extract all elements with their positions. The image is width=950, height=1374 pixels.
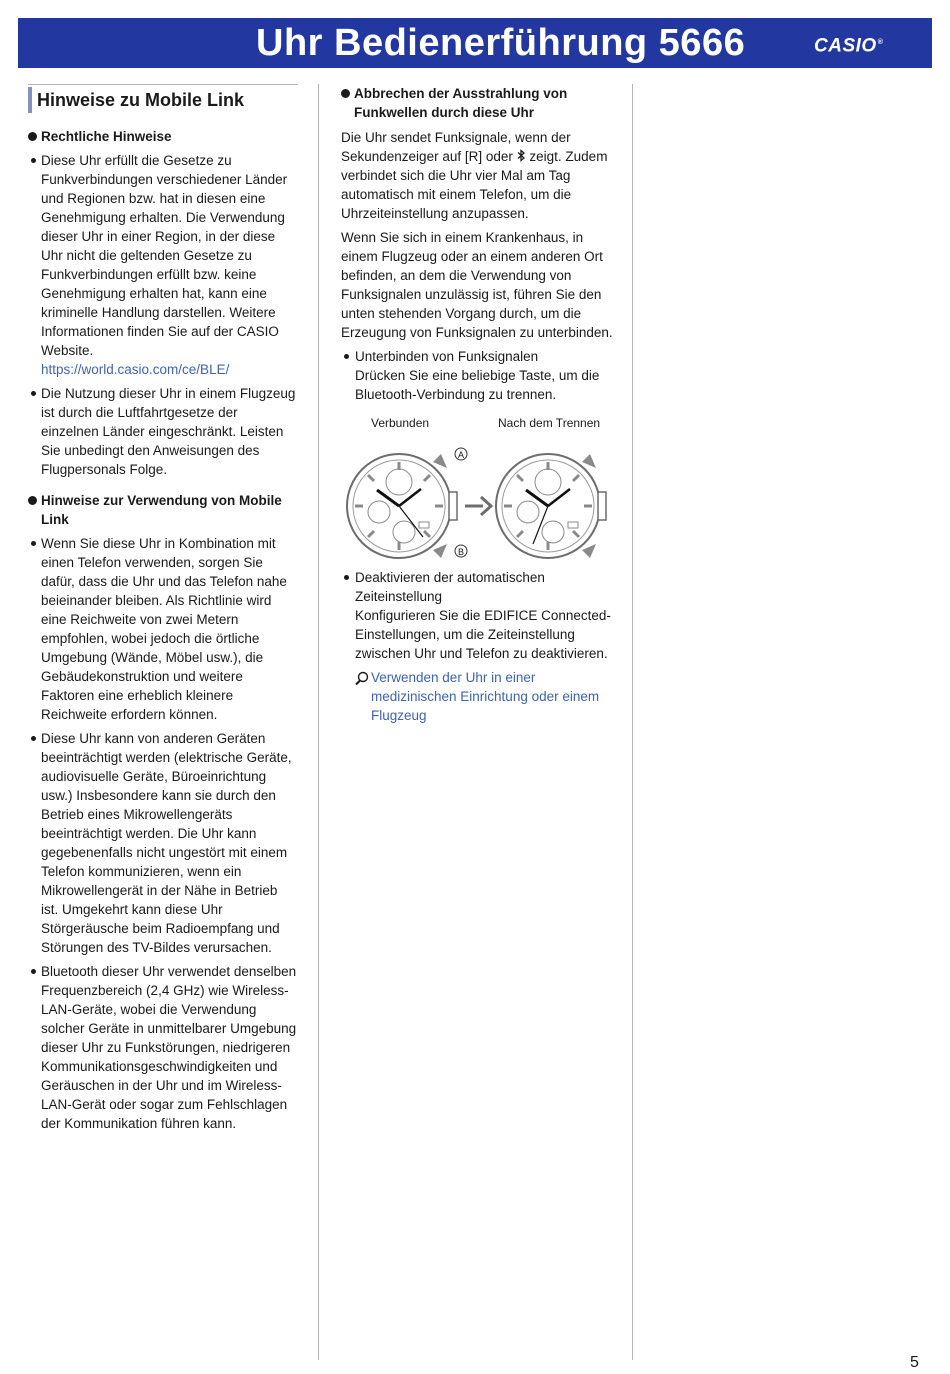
page-title: Uhr Bedienerführung 5666 — [256, 22, 746, 64]
usage-bullet-1 — [28, 534, 298, 724]
usage-bullet-3 — [28, 962, 298, 1133]
bullet-icon — [31, 969, 36, 974]
legal-heading — [28, 127, 298, 146]
usage-bullet-3-text: Bluetooth dieser Uhr verwendet denselben Frequenzbereich (2,4 GHz) wie Wireless-LAN-Geräte, wobei die Verwendung solcher Geräte in unmittelbarer Umgebung dieser Uhr zu Funkstörungen, niedrigeren Kommunikationsgeschwindigkeiten und Geräuschen in der Uhr und im Wireless-LAN-Gerät oder sogar zum Fehlschlagen der Kommunikation führen kann. — [41, 964, 297, 1131]
suppress-signals-item — [341, 347, 613, 404]
legal-bullet-1 — [28, 151, 298, 379]
medical-reference-link[interactable] — [341, 668, 613, 725]
usage-heading — [28, 491, 298, 529]
column-divider-1 — [318, 84, 319, 1360]
bullet-icon — [344, 354, 349, 359]
disable-auto-time-item — [341, 568, 613, 663]
stop-paragraph-1a: Die Uhr sendet Funksignale, wenn der Sekundenzeiger auf [R] oder — [341, 130, 571, 164]
stop-heading-text: Abbrechen der Ausstrahlung von Funkwellen durch diese Uhr — [354, 86, 568, 120]
section-title: Hinweise zu Mobile Link — [28, 84, 298, 115]
casio-ble-link[interactable]: https://world.casio.com/ce/BLE/ — [41, 362, 230, 377]
suppress-signals-text: Drücken Sie eine beliebige Taste, um die Bluetooth-Verbindung zu trennen. — [355, 368, 600, 402]
usage-bullet-2 — [28, 729, 298, 957]
page-number: 5 — [910, 1354, 919, 1371]
column-divider-2 — [632, 84, 633, 1360]
figure-label-disconnected: Nach dem Trennen — [498, 416, 601, 430]
bullet-icon — [31, 736, 36, 741]
heading-bullet-icon — [28, 496, 37, 505]
header-bar — [18, 18, 932, 68]
magnifier-icon — [355, 671, 369, 685]
usage-bullet-1-text: Wenn Sie diese Uhr in Kombination mit einen Telefon verwenden, sorgen Sie dafür, dass die Uhr und das Telefon nahe beieinander bleiben. Als Richtlinie wird eine Reichweite von zwei Metern empfohlen, wobei jedoch die örtliche Umgebung (Wände, Möbel usw.), die Gebäudekonstruktion und weitere Faktoren eine erheblich kleinere Reichweite erfordern können. — [41, 536, 287, 722]
medical-reference-text[interactable]: Verwenden der Uhr in einer medizinischen Einrichtung oder einem Flugzeug — [371, 670, 600, 723]
watch-connected-icon — [347, 454, 457, 558]
legal-bullet-1-text: Diese Uhr erfüllt die Gesetze zu Funkverbindungen verschiedener Länder und Regionen bzw. hat in diesen eine Genehmigung erhalten. Die Verwendung dieser Uhr in einer Region, in der diese Uhr nicht die geltenden Gesetze zu Funkverbindungen erfüllt bzw. keine Genehmigung erhalten hat, kann eine kriminelle Handlung darstellen. Weitere Informationen finden Sie auf der CASIO Website. — [41, 153, 288, 358]
disable-auto-time-text: Konfigurieren Sie die EDIFICE Connected-Einstellungen, um die Zeiteinstellung zwischen Uhr und Telefon zu deaktivieren. — [355, 608, 611, 661]
heading-bullet-icon — [341, 89, 350, 98]
heading-bullet-icon — [28, 132, 37, 141]
stop-paragraph-2: Wenn Sie sich in einem Krankenhaus, in einem Flugzeug oder an einem anderen Ort befinden, an dem die Verwendung von Funksignalen unzulässig ist, führen Sie den unten stehenden Vorgang durch, um die Erzeugung von Funksignalen zu unterbinden. — [341, 230, 613, 340]
watch-figure — [341, 416, 613, 556]
casio-logo-text: CASIO — [814, 35, 877, 57]
casio-logo — [814, 32, 883, 57]
bullet-icon — [344, 575, 349, 580]
usage-heading-text: Hinweise zur Verwendung von Mobile Link — [41, 493, 282, 527]
usage-bullet-2-text: Diese Uhr kann von anderen Geräten beeinträchtigt werden (elektrische Geräte, audiovisuelle Geräte, Büroeinrichtung usw.) Insbesondere kann sie durch den Betrieb eines Mikrowellengeräts beeinträchtigt werden. Die Uhr kann gegebenenfalls nicht ungestört mit einem Telefon kommunizieren, wenn ein Mikrowellengerät in der Nähe in Betrieb ist. Umgekehrt kann diese Uhr Störgeräusche beim Radioempfang und Störungen des TV-Bildes verursachen. — [41, 731, 292, 955]
watch-illustration — [341, 434, 613, 559]
stop-paragraph-1b: zeigt. Zudem verbindet sich die Uhr vier Mal am Tag automatisch mit einem Telefon, um die Uhrzeiteinstellung anzupassen. — [341, 149, 608, 221]
bullet-icon — [31, 541, 36, 546]
bullet-icon — [31, 158, 36, 163]
button-a-label: A — [457, 450, 465, 460]
legal-bullet-2-text: Die Nutzung dieser Uhr in einem Flugzeug ist durch die Luftfahrtgesetze der einzelnen Länder eingeschränkt. Leisten Sie unbedingt den Anweisungen des Flugpersonals Folge. — [41, 386, 296, 477]
middle-column — [341, 84, 613, 725]
button-b-label: B — [457, 547, 465, 557]
figure-label-connected: Verbunden — [371, 416, 430, 430]
legal-heading-text: Rechtliche Hinweise — [41, 129, 172, 144]
disable-auto-time-title: Deaktivieren der automatischen Zeiteinstellung — [355, 570, 545, 604]
bluetooth-icon — [517, 149, 526, 162]
registered-mark: ® — [877, 39, 884, 46]
suppress-signals-title: Unterbinden von Funksignalen — [355, 349, 539, 364]
left-column — [28, 84, 298, 1138]
bullet-icon — [31, 391, 36, 396]
watch-disconnected-icon — [496, 454, 606, 558]
legal-bullet-2 — [28, 384, 298, 479]
arrow-right-icon — [465, 497, 491, 515]
stop-paragraph-1 — [341, 128, 613, 223]
stop-heading — [341, 84, 613, 122]
